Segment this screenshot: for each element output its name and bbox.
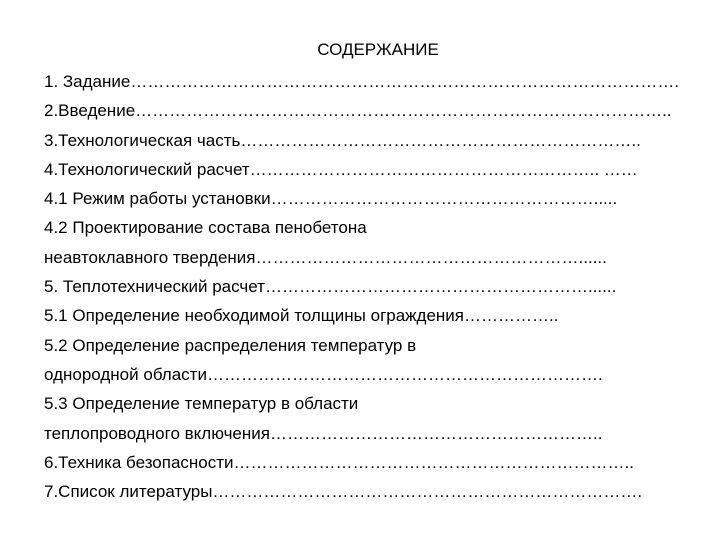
toc-entry-5-3-continuation: теплопроводного включения………………………………………………….. [44,423,603,443]
toc-heading-text: СОДЕРЖАНИЕ [317,40,439,59]
toc-entry-5-thermal-calculation: 5. Теплотехнический расчет…………………………………………………...... [44,277,617,297]
toc-list [44,67,684,506]
toc-entry-5-2-temperature-distribution: 5.2 Определение распределения температур в [44,335,417,355]
toc-entry-2-introduction: 2.Введение………………………………………………………………………………….. [44,101,672,121]
toc-entry-4-1-operating-mode: 4.1 Режим работы установки…………………………………………………..... [44,189,618,209]
toc-entry-5-1-wall-thickness: 5.1 Определение необходимой толщины ограждения…………….. [44,306,559,326]
toc-entry-4-2-foam-concrete-design: 4.2 Проектирование состава пенобетона [44,218,367,238]
toc-entry-4-technological-calculation: 4.Технологический расчет…………………………………………………….. …… [44,159,638,179]
toc-entry-4-2-continuation: неавтоклавного твердения…………………………………………………...... [44,247,607,267]
toc-heading [0,38,720,62]
toc-entry-5-2-continuation: однородной области……………………………………………………………. [44,364,603,384]
toc-entry-1-task: 1. Задание……………………………………………………………………………………. [44,72,680,91]
toc-entry-5-3-temperature-inclusion: 5.3 Определение температур в области [44,394,359,414]
toc-entry-6-safety: 6.Техника безопасности…………………………………………………………….. [44,452,634,472]
toc-entry-3-technological-part: 3.Технологическая часть…………………………………………………………….. [44,130,641,150]
toc-entry-7-references: 7.Список литературы…………………………………………………………………. [44,482,643,502]
